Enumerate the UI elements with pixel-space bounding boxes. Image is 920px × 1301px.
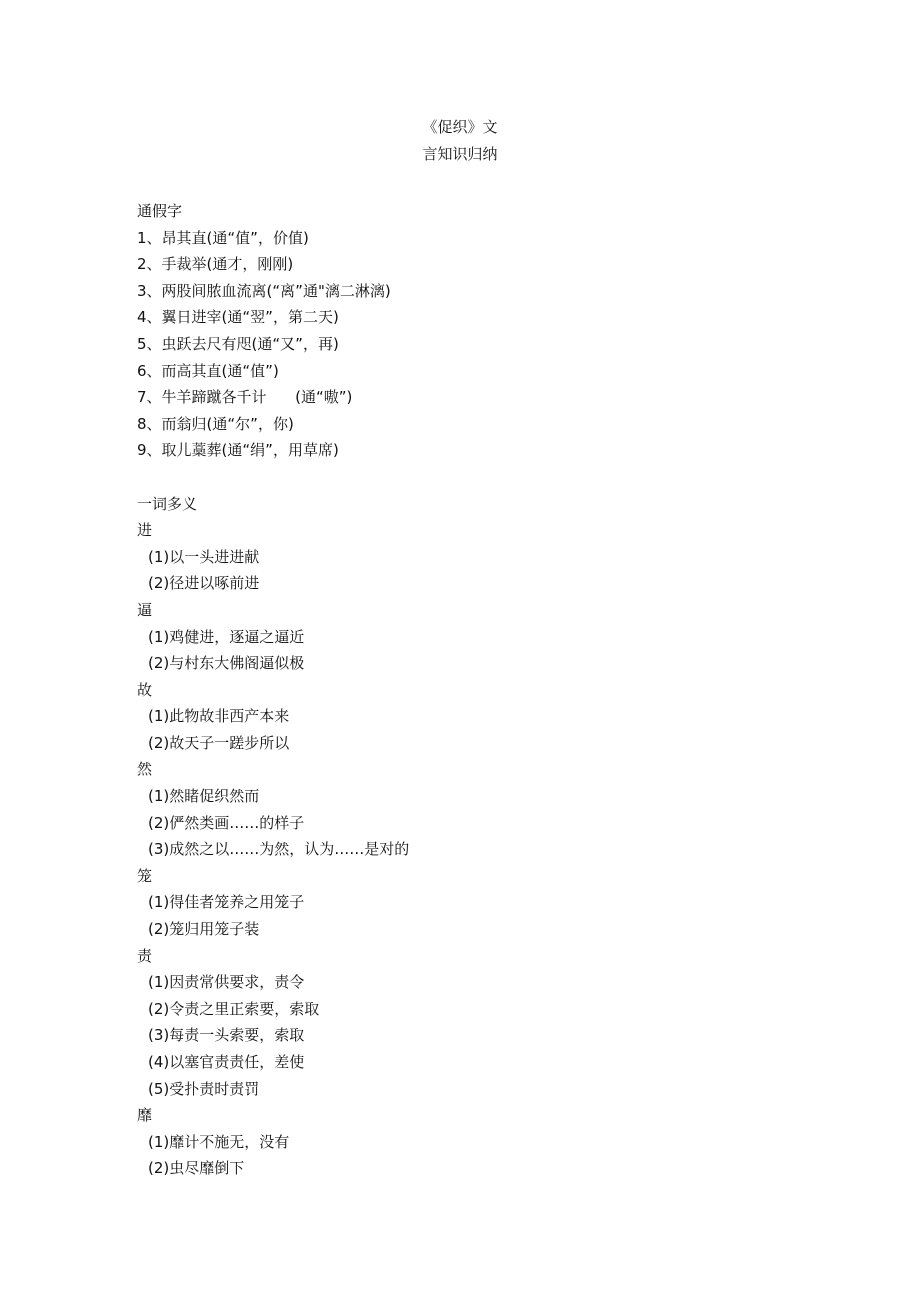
word-sense: (1)此物故非西产本来 [148,707,290,726]
word-heading-gu: 故 [137,680,153,699]
tongjiazi-item: 4、翼日进宰(通“翌”，第二天) [137,308,339,327]
word-sense: (3)成然之以……为然，认为……是对的 [148,840,410,859]
word-sense: (3)每责一头索要，索取 [148,1026,305,1045]
word-heading-ran: 然 [137,760,153,779]
tongjiazi-item: 8、而翁归(通“尔”，你) [137,414,294,433]
word-sense: (2)俨然类画……的样子 [148,813,305,832]
word-sense: (1)然睹促织然而 [148,787,260,806]
tongjiazi-item: 2、手裁举(通才，刚刚) [137,255,294,274]
word-heading-long: 笼 [137,866,153,885]
word-sense: (2)与村东大佛阁逼似极 [148,654,305,673]
tongjiazi-item: 1、昂其直(通“值”，价值) [137,228,309,247]
word-heading-mi: 靡 [137,1106,153,1125]
tongjiazi-item: 5、虫跃去尺有咫(通“又”，再) [137,334,339,353]
section-heading-yiciduoyi: 一词多义 [137,494,198,513]
word-sense: (1)以一头进进献 [148,547,260,566]
word-sense: (2)故天子一蹉步所以 [148,733,290,752]
document-title-line-1: 《促织》文 [422,118,498,136]
word-sense: (1)因责常供要求，责令 [148,973,305,992]
word-sense: (1)靡计不施无，没有 [148,1132,290,1151]
word-sense: (2)径进以啄前进 [148,574,260,593]
word-heading-jin: 进 [137,521,153,540]
tongjiazi-item: 6、而高其直(通“值”) [137,361,279,380]
tongjiazi-item: 9、取儿藁葬(通“绢”，用草席) [137,441,339,460]
word-sense: (2)笼归用笼子装 [148,920,260,939]
section-gap [137,464,837,491]
word-heading-bi: 逼 [137,600,153,619]
word-heading-ze: 责 [137,946,153,965]
word-sense: (1)得佳者笼养之用笼子 [148,893,305,912]
document-body [137,198,837,1182]
document-title-line-2: 言知识归纳 [422,145,498,163]
word-sense: (5)受扑责时责罚 [148,1079,260,1098]
word-sense: (1)鸡健进，逐逼之逼近 [148,627,305,646]
section-heading-tongjiazi: 通假字 [137,202,183,220]
word-sense: (4)以塞官责责任，差使 [148,1053,305,1071]
word-sense: (2)虫尽靡倒下 [148,1159,245,1178]
tongjiazi-item: 3、两股间脓血流离(“离”通"漓二淋漓) [137,281,391,300]
word-sense: (2)令责之里正索要，索取 [148,999,320,1018]
tongjiazi-item: 7、牛羊蹄蹴各千计 (通“嗷”) [137,388,353,407]
